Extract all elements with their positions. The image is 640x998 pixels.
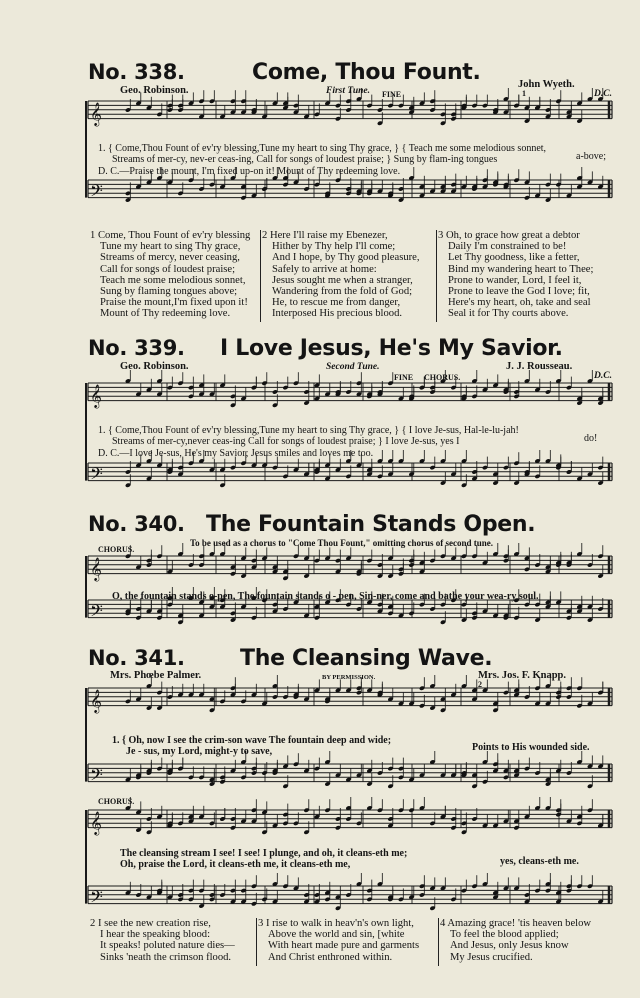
hymn-number: No. 338. <box>88 60 185 84</box>
bass-clef-icon: 𝄢 <box>90 886 103 911</box>
author: Mrs. Phœbe Palmer. <box>110 670 202 681</box>
lyrics-line-1: 1. { Come,Thou Fount of ev'ry blessing,Tune my heart to sing Thy grace, } { I love Je-sus, Hal-le-lu-jah! <box>98 425 519 436</box>
lyrics-line-3: D. C.—Praise the mount, I'm fixed up-on it! Mount of Thy redeeming love. <box>98 166 401 177</box>
author: Geo. Robinson. <box>120 85 189 96</box>
verse-2: 2 Here I'll raise my Ebenezer, Hither by Thy help I'll come; And I hope, by Thy good pleasure, Safely to arrive at home: Jesus sought me when a stranger, Wandering from the fold of God; He, to rescue me from danger, Interposed His precious blood. <box>262 230 420 320</box>
verse-2: 2 I see the new creation rise, I hear the speaking blood: It speaks! poluted nature dies— Sinks 'neath the crimson flood. <box>90 918 235 963</box>
hymn-title: I Love Jesus, He's My Savior. <box>220 336 563 361</box>
chorus-line-2: Oh, praise the Lord, it cleans-eth me, it cleans-eth me, <box>120 859 351 870</box>
treble-clef-icon: 𝄞 <box>90 810 102 835</box>
lyrics-line-1: O, the fountain stands o-pen, The fountain stands o - pen, Sin-ner, come and bathe your wea-ry soul. <box>112 591 539 602</box>
bass-clef-icon: 𝄢 <box>90 180 103 205</box>
composer: Mrs. Jos. F. Knapp. <box>478 670 567 681</box>
chorus-label: CHORUS. <box>424 373 461 382</box>
fine-label: FINE <box>382 90 402 99</box>
chorus-label: CHORUS. <box>98 797 135 806</box>
chorus-label: CHORUS. <box>98 545 135 554</box>
lyrics-line-2: Je - sus, my Lord, might-y to save, <box>126 746 273 757</box>
author: Geo. Robinson. <box>120 361 189 372</box>
lyrics-do: do! <box>584 433 598 444</box>
treble-clef-icon: 𝄞 <box>90 556 102 581</box>
usage-note: To be used as a chorus to "Come Thou Fount," omitting chorus of second tune. <box>190 538 494 548</box>
treble-clef-icon: 𝄞 <box>90 101 102 126</box>
chorus-yes: yes, cleans-eth me. <box>500 856 579 867</box>
bass-clef-icon: 𝄢 <box>90 764 103 789</box>
hymn-title: Come, Thou Fount. <box>252 60 481 85</box>
composer: J. J. Rousseau. <box>506 361 573 372</box>
treble-clef-icon: 𝄞 <box>90 383 102 408</box>
hymn-title: The Fountain Stands Open. <box>206 512 536 537</box>
lyrics-line-1: 1. { Oh, now I see the crim-son wave The fountain deep and wide; <box>112 735 392 746</box>
fine-label: FINE <box>394 373 414 382</box>
lyrics-points: Points to His wounded side. <box>472 742 590 753</box>
tune-label: First Tune. <box>326 86 370 96</box>
lyrics-line-2: Streams of mer-cy,never ceas-ing Call for songs of loudest praise; } I love Je-sus, yes I <box>112 436 460 447</box>
verse-3: 3 I rise to walk in heav'n's own light, Above the world and sin, [white With heart made pure and garments And Christ enthroned within. <box>258 918 420 963</box>
lyrics-above: a-bove; <box>576 151 606 162</box>
treble-clef-icon: 𝄞 <box>90 688 102 713</box>
hymn-number: No. 340. <box>88 512 185 536</box>
lyrics-line-1: 1. { Come,Thou Fount of ev'ry blessing,Tune my heart to sing Thy grace, } { Teach me some melodious sonnet, <box>98 143 547 154</box>
hymn-number: No. 339. <box>88 336 185 360</box>
permission-label: BY PERMISSION. <box>322 674 376 681</box>
hymn-title: The Cleansing Wave. <box>240 646 493 671</box>
bass-clef-icon: 𝄢 <box>90 600 103 625</box>
bass-clef-icon: 𝄢 <box>90 463 103 488</box>
chorus-line-1: The cleansing stream I see! I see! I plunge, and oh, it cleans-eth me; <box>120 848 408 859</box>
verse-3: 3 Oh, to grace how great a debtor Daily I'm constrained to be! Let Thy goodness, like a fetter, Bind my wandering heart to Thee; Prone to wander, Lord, I feel it, Prone to leave the God I love; fit, Here's my heart, oh, take and seal Seal it for Thy courts above. <box>438 230 594 320</box>
verse-4: 4 Amazing grace! 'tis heaven below To feel the blood applied; And Jesus, only Jesus know My Jesus crucified. <box>440 918 592 963</box>
composer: John Wyeth. <box>518 79 575 90</box>
lyrics-line-3: D. C.—I love Je-sus, He's my Savior; Jesus smiles and loves me too. <box>98 448 374 459</box>
verse-1: 1 Come, Thou Fount of ev'ry blessing Tune my heart to sing Thy grace, Streams of mercy, never ceasing, Call for songs of loudest praise; Teach me some melodious sonnet, Sung by flaming tongues above; Praise the mount,I'm fixed upon it! Mount of Thy redeeming love. <box>90 230 251 320</box>
dc-label: D.C. <box>594 371 612 381</box>
lyrics-line-2: Streams of mer-cy, nev-er ceas-ing, Call for songs of loudest praise; } Sung by flam-ing tongues <box>112 154 498 165</box>
hymn-number: No. 341. <box>88 646 185 670</box>
ending-1: 1 <box>522 89 526 98</box>
tune-label: Second Tune. <box>326 362 380 372</box>
ending-2: 2 <box>478 680 482 689</box>
dc-label: D.C. <box>594 89 612 99</box>
